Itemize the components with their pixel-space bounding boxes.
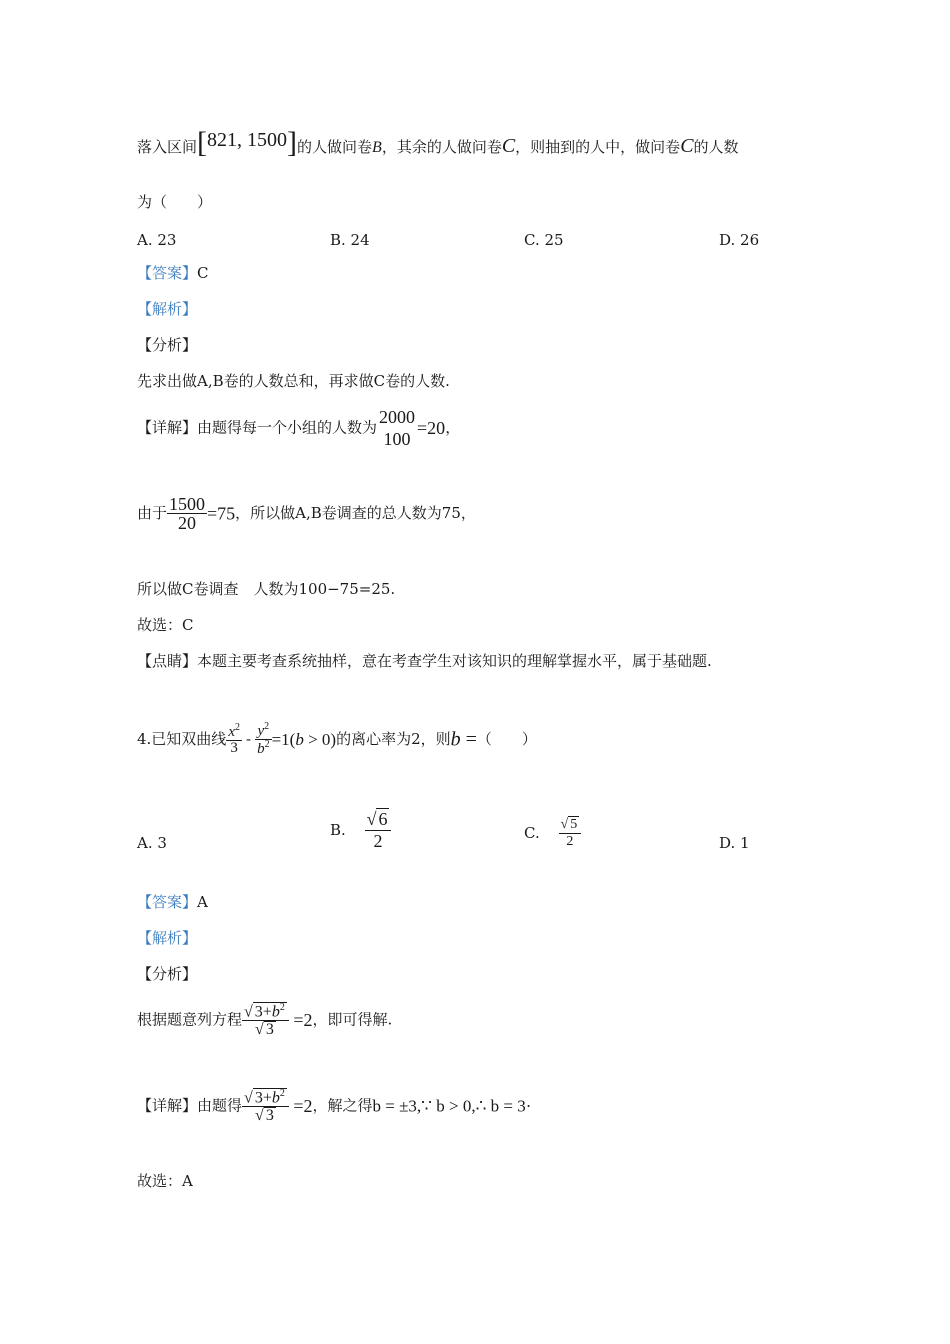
q3-analysis-tag: 【解析】 xyxy=(137,300,198,318)
q3-detail-line1 xyxy=(137,408,460,448)
fraction-sqrt-3b2-sqrt3-b xyxy=(242,1088,289,1124)
q3-stem-text-a: 落入区间 xyxy=(137,138,198,156)
q4-option-d: D. 1 xyxy=(719,834,750,852)
rad-6: 6 xyxy=(378,809,388,829)
rad-b: b xyxy=(271,1089,280,1107)
b-cond: b xyxy=(295,730,304,749)
frac-den xyxy=(255,740,272,757)
q3-stem-text-d: ，则抽到的人中，做问卷 xyxy=(515,138,681,156)
var-b: B xyxy=(372,139,382,156)
rad-5: 5 xyxy=(570,817,578,832)
rad-num xyxy=(253,1002,287,1020)
frac-num xyxy=(255,722,272,740)
q3-choose: 故选：C xyxy=(137,616,194,634)
y-var: y xyxy=(257,723,265,739)
x-exp: 2 xyxy=(234,722,240,733)
fraction-sqrt6-2 xyxy=(365,808,392,852)
q3-comment xyxy=(137,654,712,669)
q4-option-a: A. 3 xyxy=(137,834,167,852)
frac-num: 1500 xyxy=(169,494,206,514)
rad-b: b xyxy=(271,1003,280,1021)
detail1-eq: =20 xyxy=(417,418,446,438)
interval-values: 821, 1500 xyxy=(207,129,288,151)
q3-stem-line1 xyxy=(137,128,739,158)
frac-den: 2 xyxy=(566,834,574,849)
q4-stem-text-c: （ ） xyxy=(476,730,537,748)
gt-zero: > 0) xyxy=(303,730,337,749)
q3-stem-line2: 为（ ） xyxy=(137,193,213,211)
detail-eq: =2 xyxy=(288,1096,313,1117)
minus-sign: - xyxy=(245,730,252,748)
fenxi-text-a: 根据题意列方程 xyxy=(137,1010,243,1029)
b-exp: 2 xyxy=(264,739,270,750)
detail-text-a: 由题得 xyxy=(197,1096,243,1115)
q3-stem-text-b: 的人做问卷 xyxy=(297,138,373,156)
q3-fenxi-text: 先求出做A,B卷的人数总和，再求做C卷的人数. xyxy=(137,372,450,390)
b-unknown: b xyxy=(450,728,461,751)
answer-tag: 【答案】 xyxy=(137,264,198,282)
frac-num: 2000 xyxy=(379,407,416,427)
q3-option-b: B. 24 xyxy=(330,231,370,249)
q4-choose: 故选：A xyxy=(137,1172,193,1190)
frac-num: √ 6 xyxy=(365,808,392,831)
detail2-eq: =75 xyxy=(207,503,236,524)
rad-den: 3 xyxy=(265,1107,274,1125)
frac-den: 2 xyxy=(373,831,383,851)
q3-option-d: D. 26 xyxy=(719,231,760,249)
q4-detail-line xyxy=(137,1088,531,1124)
frac-num: √ $3+b^2$ xyxy=(242,1088,289,1107)
detail2-text-b: ，所以做A,B卷调查的总人数为75， xyxy=(235,504,476,522)
frac-num xyxy=(226,723,242,741)
q3-detail-line2 xyxy=(137,495,476,532)
q3-detail-line3: 所以做C卷调查 人数为100−75=25. xyxy=(137,580,396,598)
q4-analysis-tag: 【解析】 xyxy=(137,929,198,947)
rad-3plus: 3+ xyxy=(254,1003,272,1021)
q4-stem-text-a: 4.已知双曲线 xyxy=(137,730,227,748)
q3-answer xyxy=(137,266,209,281)
interval-right-bracket: ] xyxy=(287,126,298,159)
q4-option-c xyxy=(524,816,581,850)
rad-num xyxy=(253,1088,287,1106)
detail1-text: 由题得每一个小组的人数为 xyxy=(197,418,378,437)
comment-text: 本题主要考查系统抽样，意在考查学生对该知识的理解掌握水平，属于基础题. xyxy=(197,652,712,670)
opt-b-label: B. xyxy=(330,821,346,839)
interval-left-bracket: [ xyxy=(197,126,208,159)
q3-option-c: C. 25 xyxy=(524,231,564,249)
rad-exp: 2 xyxy=(279,1088,285,1099)
frac-num: √ $3+b^2$ xyxy=(242,1002,289,1021)
q4-stem-text-b: 的离心率为2，则 xyxy=(336,730,451,748)
x-var: x xyxy=(228,724,235,740)
answer-value: C xyxy=(197,264,209,282)
fraction-sqrt5-2 xyxy=(559,816,582,850)
q4-answer xyxy=(137,895,208,910)
q4-stem xyxy=(137,722,537,757)
q4-fenxi-tag: 【分析】 xyxy=(137,965,198,983)
opt-c-label: C. xyxy=(524,824,540,842)
y-exp: 2 xyxy=(264,721,270,732)
q4-fenxi-line xyxy=(137,1002,392,1038)
answer-value: A xyxy=(197,893,208,911)
b-var: b xyxy=(257,741,265,757)
detail-tag: 【详解】 xyxy=(137,418,198,437)
q3-stem-text-e: 的人数 xyxy=(693,138,739,156)
q3-stem-text-c: ，其余的人做问卷 xyxy=(381,138,502,156)
frac-den: 20 xyxy=(178,513,197,533)
eq-sign: = xyxy=(460,728,477,751)
detail2-text-a: 由于 xyxy=(137,504,168,522)
fenxi-eq: =2 xyxy=(288,1010,313,1031)
fraction-1500-20 xyxy=(167,495,207,532)
q3-fenxi-tag: 【分析】 xyxy=(137,336,198,354)
eq-one: =1( xyxy=(271,730,296,749)
fraction-sqrt-3b2-sqrt3 xyxy=(242,1002,289,1038)
fraction-x2-3 xyxy=(226,723,242,756)
rad-3plus: 3+ xyxy=(254,1089,272,1107)
fraction-2000-100 xyxy=(377,408,417,448)
rad-den: 3 xyxy=(265,1021,274,1039)
var-c2: C xyxy=(680,135,694,157)
detail-tag: 【详解】 xyxy=(137,1096,198,1115)
frac-den: 3 xyxy=(230,740,238,756)
rad-exp: 2 xyxy=(279,1002,285,1013)
q4-option-b xyxy=(330,808,391,852)
frac-den: √ 3 xyxy=(255,1107,274,1125)
detail1-end: ， xyxy=(445,418,461,437)
detail-result: b = ±3,∵ b > 0,∴ b = 3· xyxy=(372,1096,532,1116)
var-c: C xyxy=(501,135,516,157)
fraction-y2-b2 xyxy=(255,722,272,757)
detail-text-b: ，解之得 xyxy=(312,1096,373,1115)
frac-num: √ 5 xyxy=(559,816,582,834)
frac-den: √ 3 xyxy=(255,1021,274,1039)
q3-option-a: A. 23 xyxy=(137,231,177,249)
answer-tag: 【答案】 xyxy=(137,893,198,911)
frac-den: 100 xyxy=(383,429,411,449)
fenxi-text-b: ，即可得解. xyxy=(312,1010,393,1029)
comment-tag: 【点睛】 xyxy=(137,652,198,670)
